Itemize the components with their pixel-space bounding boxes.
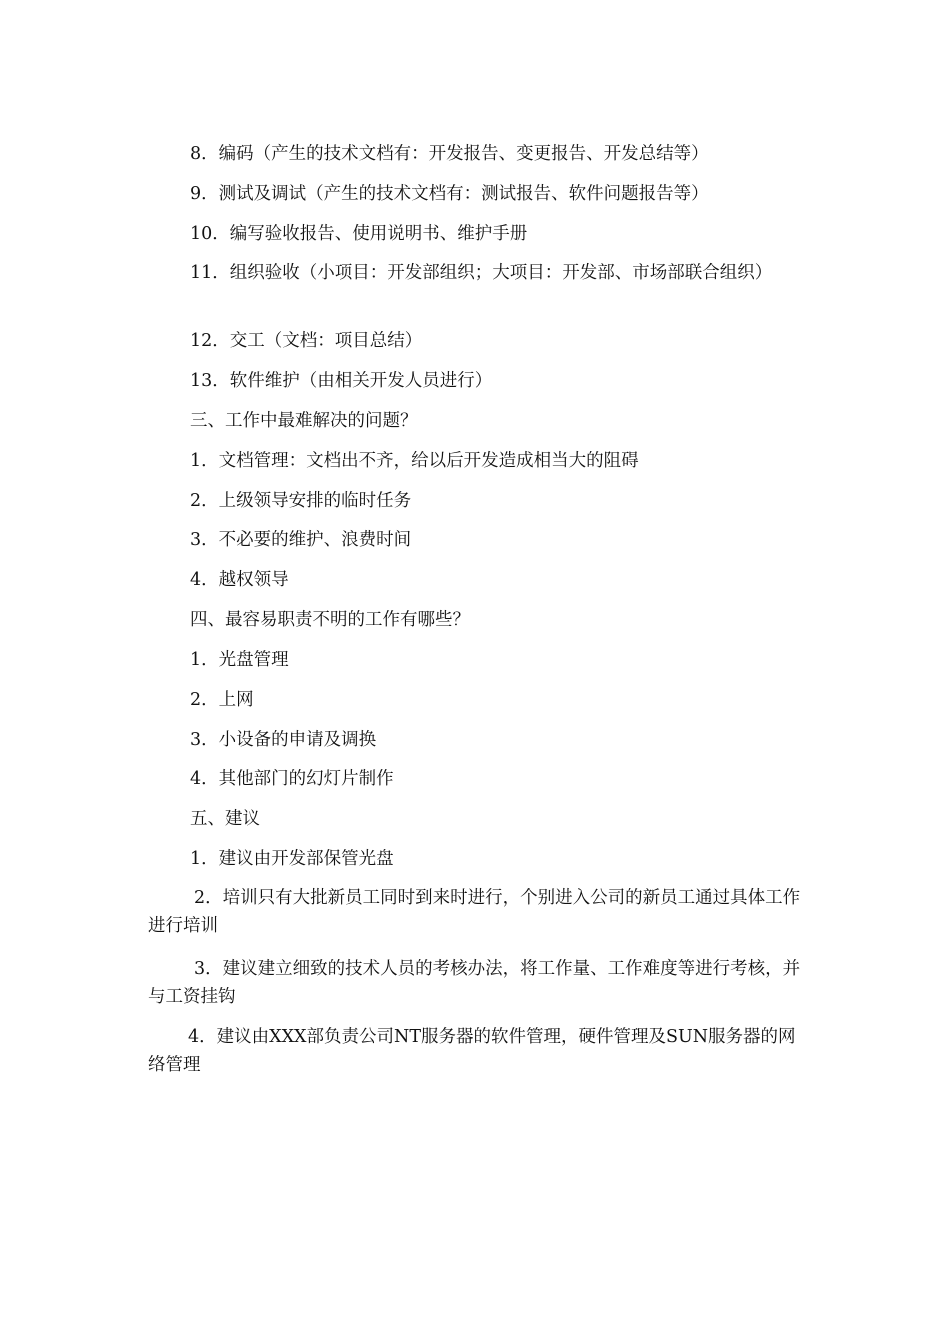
list-item-unnecessary-maintenance: 3．不必要的维护、浪费时间 <box>190 530 412 550</box>
list-item-suggest-assessment: 3．建议建立细致的技术人员的考核办法，将工作量、工作难度等进行考核，并与工资挂钩 <box>148 959 801 1007</box>
list-item-overstepping-leadership: 4．越权领导 <box>190 570 289 590</box>
list-item-doc-management: 1．文档管理：文档出不齐，给以后开发造成相当大的阻碍 <box>190 451 639 471</box>
list-item-maintenance: 13．软件维护（由相关开发人员进行） <box>190 371 493 391</box>
section-heading-unclear-duties: 四、最容易职责不明的工作有哪些？ <box>190 610 470 630</box>
list-item-coding: 8．编码（产生的技术文档有：开发报告、变更报告、开发总结等） <box>190 144 709 164</box>
list-item-internet: 2．上网 <box>190 690 254 710</box>
list-item-temporary-tasks: 2．上级领导安排的临时任务 <box>190 491 412 511</box>
list-item-suggest-training: 2．培训只有大批新员工同时到来时进行，个别进入公司的新员工通过具体工作进行培训 <box>148 888 801 936</box>
list-item-suggest-servers: 4．建议由XXX部负责公司NT服务器的软件管理，硬件管理及SUN服务器的网络管理 <box>148 1027 796 1075</box>
list-item-acceptance-report: 10．编写验收报告、使用说明书、维护手册 <box>190 224 528 244</box>
section-heading-suggestions: 五、建议 <box>190 809 260 829</box>
list-item-disc-management: 1．光盘管理 <box>190 650 289 670</box>
section-heading-problems: 三、工作中最难解决的问题？ <box>190 411 418 431</box>
list-item-suggest-disc: 1．建议由开发部保管光盘 <box>190 849 394 869</box>
list-item-small-equipment: 3．小设备的申请及调换 <box>190 730 377 750</box>
list-item-organize-acceptance: 11．组织验收（小项目：开发部组织；大项目：开发部、市场部联合组织） <box>190 263 773 283</box>
list-item-handover: 12．交工（文档：项目总结） <box>190 331 423 351</box>
list-item-slides: 4．其他部门的幻灯片制作 <box>190 769 394 789</box>
list-item-testing: 9．测试及调试（产生的技术文档有：测试报告、软件问题报告等） <box>190 184 709 204</box>
